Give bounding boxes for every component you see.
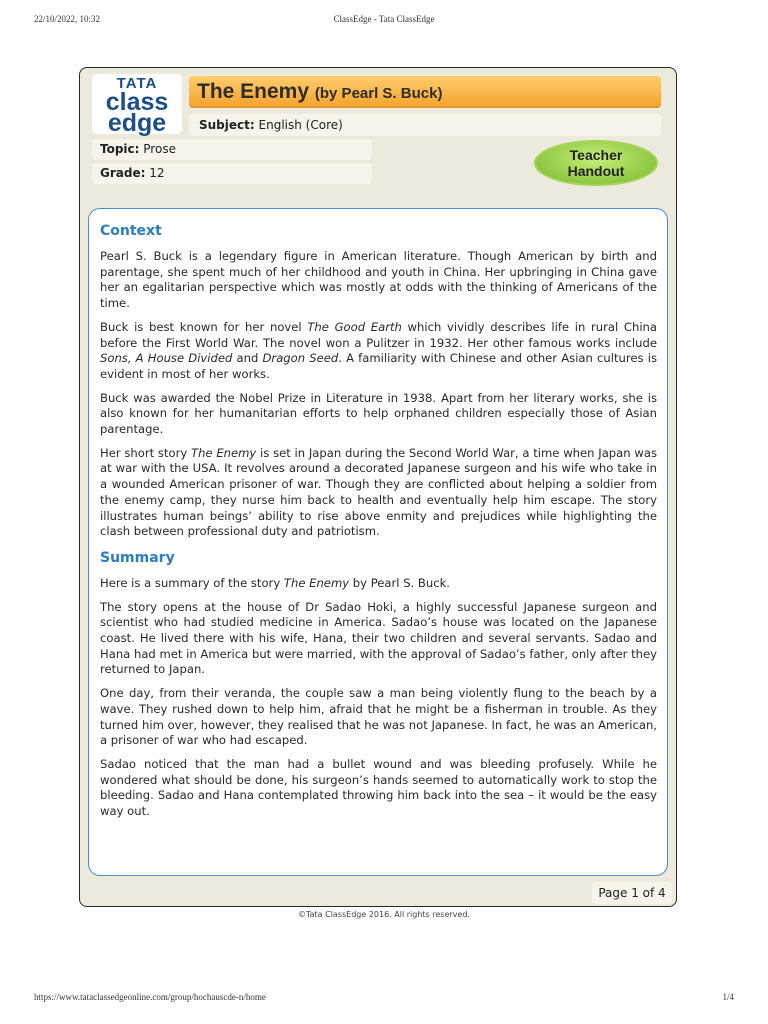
grade-field (92, 163, 372, 184)
summary-paragraph-3: One day, from their veranda, the couple saw a man being violently flung to the beach by a wave. They rushed down to help him, afraid that he might be a fisherman in trouble. As they turned him over, however, they realised that he was not Japanese. In fact, he was an American, a prisoner of war who had escaped. (100, 686, 657, 748)
copyright-notice: ©Tata ClassEdge 2016. All rights reserved. (298, 910, 470, 919)
context-paragraph-4: Her short story The Enemy is set in Japan during the Second World War, a time when Japan was at war with the USA. It revolves around a decorated Japanese surgeon and his wife who take in a wounded American prisoner of war. Though they are conflicted about helping a soldier from the enemy camp, they nurse him back to health and eventually help him escape. The story illustrates human beings’ ability to rise above enmity and prejudices while highlighting the clash between professional duty and patriotism. (100, 445, 657, 539)
print-page-title: ClassEdge - Tata ClassEdge (333, 14, 435, 24)
handout-title (197, 80, 442, 104)
summary-paragraph-2: The story opens at the house of Dr Sadao Hoki, a highly successful Japanese surgeon and scientist who had studied medicine in America. Sadao’s house was located on the Japanese coast. He lived there with his wife, Hana, their two children and several servants. Sadao and Hana had met in America but were married, with the approval of Sadao’s father, only after they returned to Japan. (100, 599, 657, 677)
teacher-handout-badge (536, 142, 656, 184)
logo-line-edge: edge (107, 109, 167, 137)
print-page-number: 1/4 (722, 992, 734, 1002)
print-url: https://www.tataclassedgeonline.com/group/hochauscde-n/home (34, 992, 266, 1002)
summary-heading: Summary (100, 549, 175, 566)
context-heading: Context (100, 223, 162, 239)
tata-classedge-logo (92, 74, 182, 137)
badge-line-1: Teacher (569, 147, 623, 163)
topic-label: Topic: (100, 142, 140, 156)
context-paragraph-3: Buck was awarded the Nobel Prize in Literature in 1938. Apart from her literary works, she is also known for her humanitarian efforts to help orphaned children especially those of Asian parentage. (100, 390, 657, 437)
story-title: The Enemy (197, 80, 310, 103)
subject-value: English (Core) (258, 118, 343, 132)
print-header (0, 14, 768, 30)
print-date: 22/10/2022, 10:32 (34, 14, 101, 24)
handout-frame (79, 67, 677, 907)
context-paragraph-2: Buck is best known for her novel The Good Earth which vividly describes life in rural China before the First World War. The novel won a Pulitzer in 1932. Her other famous works include Sons, A House Divided and Dragon Seed. A familiarity with Chinese and other Asian cultures is evident in most of her works. (100, 319, 657, 381)
logo-line-class: class (105, 88, 169, 116)
subject-field (189, 114, 661, 136)
badge-line-2: Handout (567, 163, 625, 179)
title-bar (189, 76, 661, 108)
topic-value: Prose (143, 142, 176, 156)
subject-label: Subject: (199, 118, 255, 132)
story-author: (by Pearl S. Buck) (314, 85, 443, 102)
grade-label: Grade: (100, 166, 146, 180)
summary-paragraph-1: Here is a summary of the story The Enemy by Pearl S. Buck. (100, 575, 450, 590)
logo-line-tata: TATA (116, 75, 158, 92)
context-paragraph-1: Pearl S. Buck is a legendary figure in American literature. Though American by birth and parentage, she spent much of her childhood and youth in China. Her upbringing in China gave her an egalitarian perspective which was mostly at odds with the thinking of Americans of the time. (100, 249, 657, 311)
topic-field (92, 139, 372, 160)
content-panel (88, 208, 668, 876)
print-footer (0, 992, 768, 1008)
summary-paragraph-4: Sadao noticed that the man had a bullet wound and was bleeding profusely. While he wondered what should be done, his surgeon’s hands seemed to automatically work to stop the bleeding. Sadao and Hana contemplated throwing him back into the sea – it would be the easy way out. (100, 756, 657, 819)
grade-value: 12 (149, 166, 165, 180)
page-indicator: Page 1 of 4 (592, 882, 672, 904)
